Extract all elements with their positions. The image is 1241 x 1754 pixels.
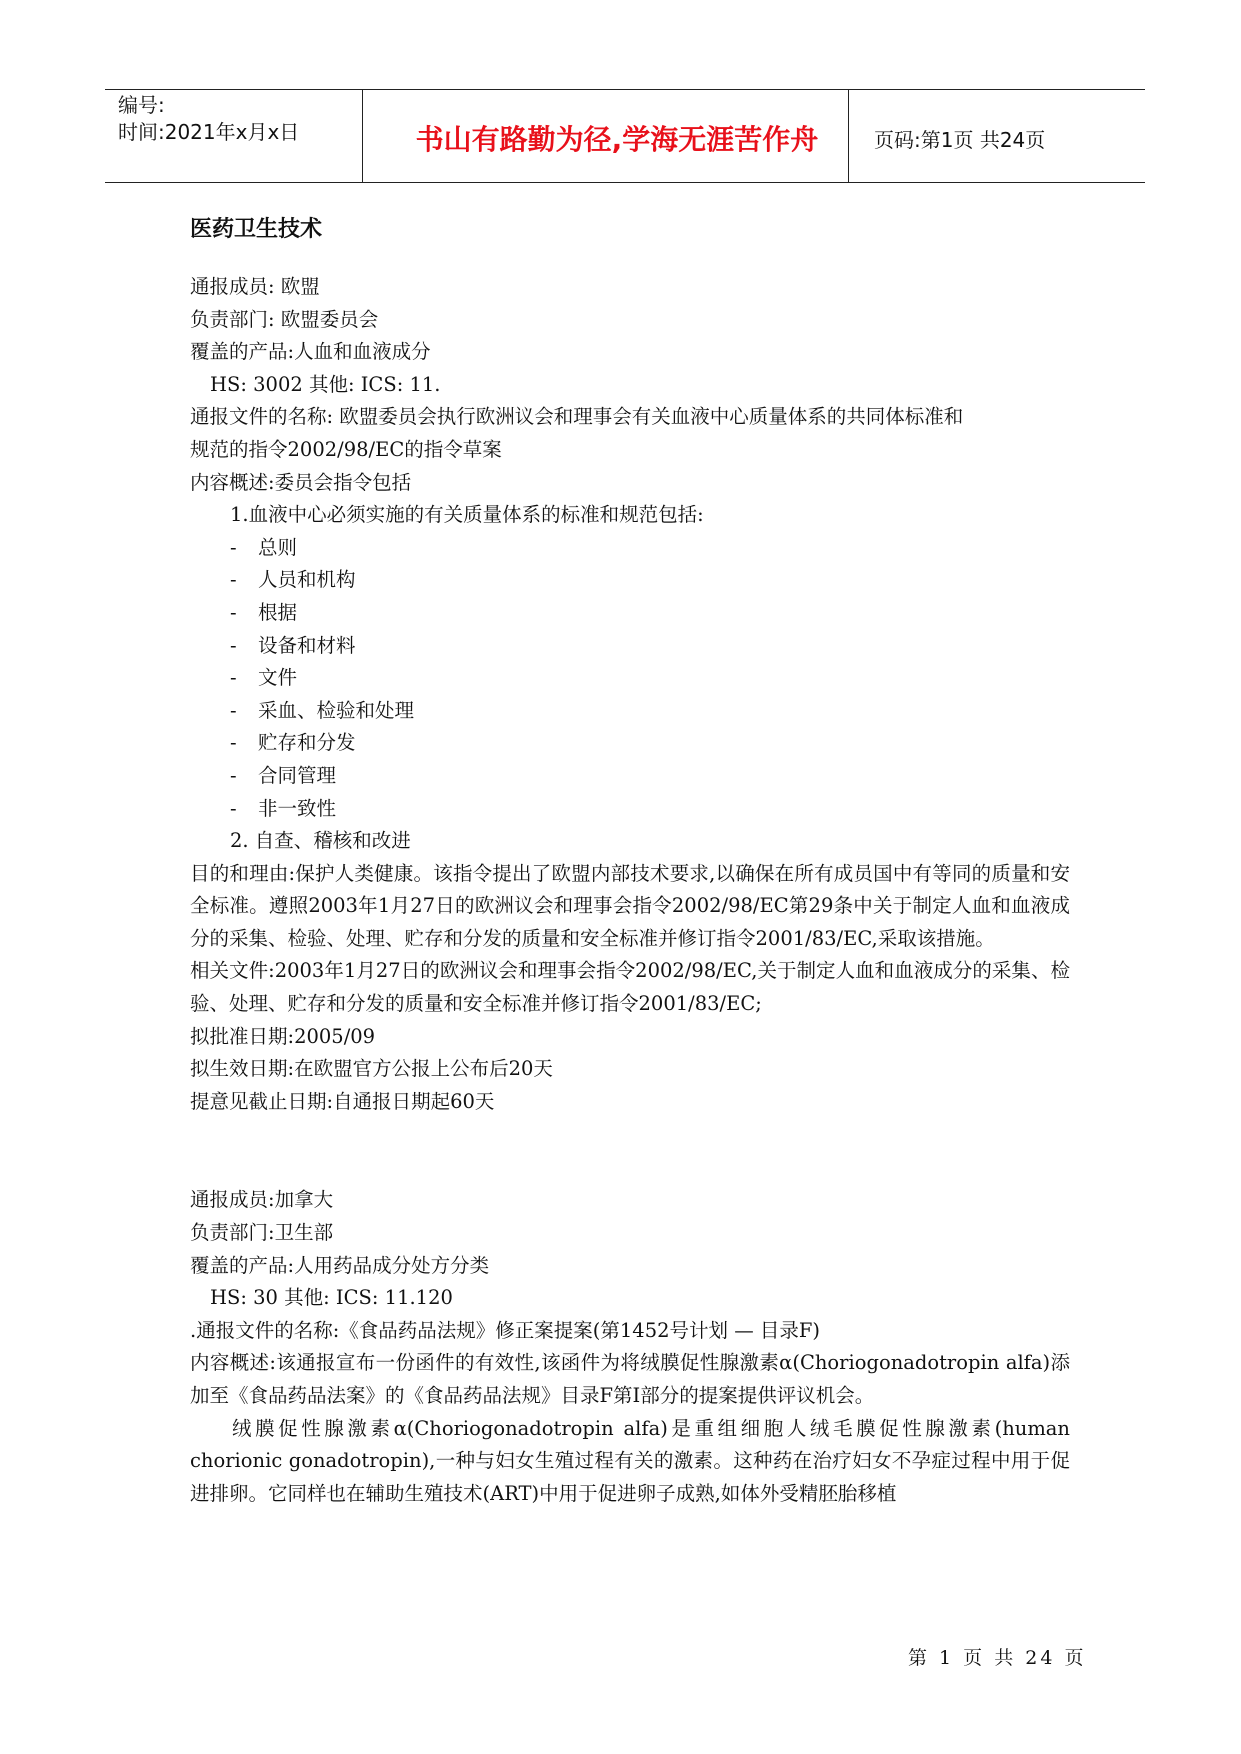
bullet-dash: - xyxy=(230,796,237,820)
notifying-member: 通报成员: 欧盟 xyxy=(190,275,320,298)
related-documents: 相关文件:2003年1月27日的欧洲议会和理事会指令2002/98/EC,关于制定人血和血液成分的采集、检验、处理、贮存和分发的质量和安全标准并修订指令2001/83/EC; xyxy=(190,959,1070,1016)
classification-codes: HS: 30 其他: ICS: 11.120 xyxy=(210,1286,453,1310)
bullet-dash: - xyxy=(230,731,237,755)
header-bottom-rule xyxy=(105,182,1145,183)
notifying-member: 通报成员:加拿大 xyxy=(190,1188,334,1212)
bullet-item xyxy=(190,597,1070,630)
bullet-item xyxy=(190,662,1070,695)
bullet-dash: - xyxy=(230,763,237,787)
bullet-text: 非一致性 xyxy=(258,796,337,820)
responsible-department: 负责部门:卫生部 xyxy=(190,1221,334,1245)
header-divider-left xyxy=(362,90,363,183)
bullet-text: 总则 xyxy=(258,535,298,559)
bullet-list xyxy=(190,532,1070,825)
notification-eu xyxy=(190,271,1070,1118)
document-title: 医药卫生技术 xyxy=(190,217,323,242)
notification-canada xyxy=(190,1184,1070,1510)
bullet-item xyxy=(190,695,1070,728)
doc-title: .通报文件的名称:《食品药品法规》修正案提案(第1452号计划 — 目录F) xyxy=(190,1318,821,1342)
doc-title-line-2: 规范的指令2002/98/EC的指令草案 xyxy=(190,437,502,461)
bullet-dash: - xyxy=(230,600,237,624)
approval-date: 拟批准日期:2005/09 xyxy=(190,1024,376,1048)
responsible-department: 负责部门: 欧盟委员会 xyxy=(190,307,379,331)
header-meta xyxy=(118,92,299,146)
bullet-dash: - xyxy=(230,666,237,690)
bullet-dash: - xyxy=(230,698,237,722)
bullet-text: 合同管理 xyxy=(258,763,337,787)
covered-products: 覆盖的产品:人血和血液成分 xyxy=(190,340,431,364)
covered-products: 覆盖的产品:人用药品成分处方分类 xyxy=(190,1253,490,1277)
bullet-item xyxy=(190,532,1070,565)
bullet-item xyxy=(190,760,1070,793)
bullet-text: 文件 xyxy=(258,666,298,690)
content-summary: 内容概述:该通报宣布一份函件的有效性,该函件为将绒膜促性腺激素α(Choriogonadotropin alfa)添加至《食品药品法案》的《食品药品法规》目录F第I部分的提案提供评议机会。 xyxy=(190,1351,1070,1407)
header-page-info: 页码:第1页 共24页 xyxy=(874,128,1046,152)
bullet-item xyxy=(190,793,1070,826)
classification-codes: HS: 3002 其他: ICS: 11. xyxy=(210,372,441,396)
header-top-rule xyxy=(105,89,1145,90)
effective-date: 拟生效日期:在欧盟官方公报上公布后20天 xyxy=(190,1057,553,1081)
section-gap xyxy=(190,1118,1070,1184)
comment-deadline: 提意见截止日期:自通报日期起60天 xyxy=(190,1089,495,1113)
bullet-text: 贮存和分发 xyxy=(258,731,356,755)
document-time-label: 时间:2021年x月x日 xyxy=(118,120,300,144)
content-summary: 内容概述:委员会指令包括 xyxy=(190,470,412,494)
document-body xyxy=(190,200,1070,1510)
bullet-text: 设备和材料 xyxy=(258,633,356,657)
doc-title-line-1: 通报文件的名称: 欧盟委员会执行欧洲议会和理事会有关血液中心质量体系的共同体标准和 xyxy=(190,405,964,429)
bullet-text: 根据 xyxy=(258,600,298,624)
description-paragraph: 绒膜促性腺激素α(Choriogonadotropin alfa)是重组细胞人绒毛膜促性腺激素(human chorionic gonadotropin),一种与妇女生殖过程有关的激素。这种药在治疗妇女不孕症过程中用于促进排卵。它同样也在辅助生殖技术(ART)中用于促进卵子成熟,如体外受精胚胎移植 xyxy=(190,1416,1070,1505)
bullet-text: 采血、检验和处理 xyxy=(258,698,415,722)
bullet-item xyxy=(190,630,1070,663)
header-motto: 书山有路勤为径,学海无涯苦作舟 xyxy=(415,123,819,156)
purpose-paragraph: 目的和理由:保护人类健康。该指令提出了欧盟内部技术要求,以确保在所有成员国中有等同的质量和安全标准。遵照2003年1月27日的欧洲议会和理事会指令2002/98/EC第29条中关于制定人血和血液成分的采集、检验、处理、贮存和分发的质量和安全标准并修订指令2001/83/EC,采取该措施。 xyxy=(190,861,1070,950)
bullet-dash: - xyxy=(230,568,237,592)
item-1: 1.血液中心必须实施的有关质量体系的标准和规范包括: xyxy=(230,503,704,527)
bullet-item xyxy=(190,564,1070,597)
bullet-item xyxy=(190,727,1070,760)
page-footer: 第 1 页 共 24 页 xyxy=(908,1647,1087,1669)
bullet-dash: - xyxy=(230,633,237,657)
bullet-dash: - xyxy=(230,535,237,559)
document-number-label: 编号: xyxy=(118,93,165,117)
bullet-text: 人员和机构 xyxy=(258,568,356,592)
item-2: 2. 自查、稽核和改进 xyxy=(230,829,411,853)
